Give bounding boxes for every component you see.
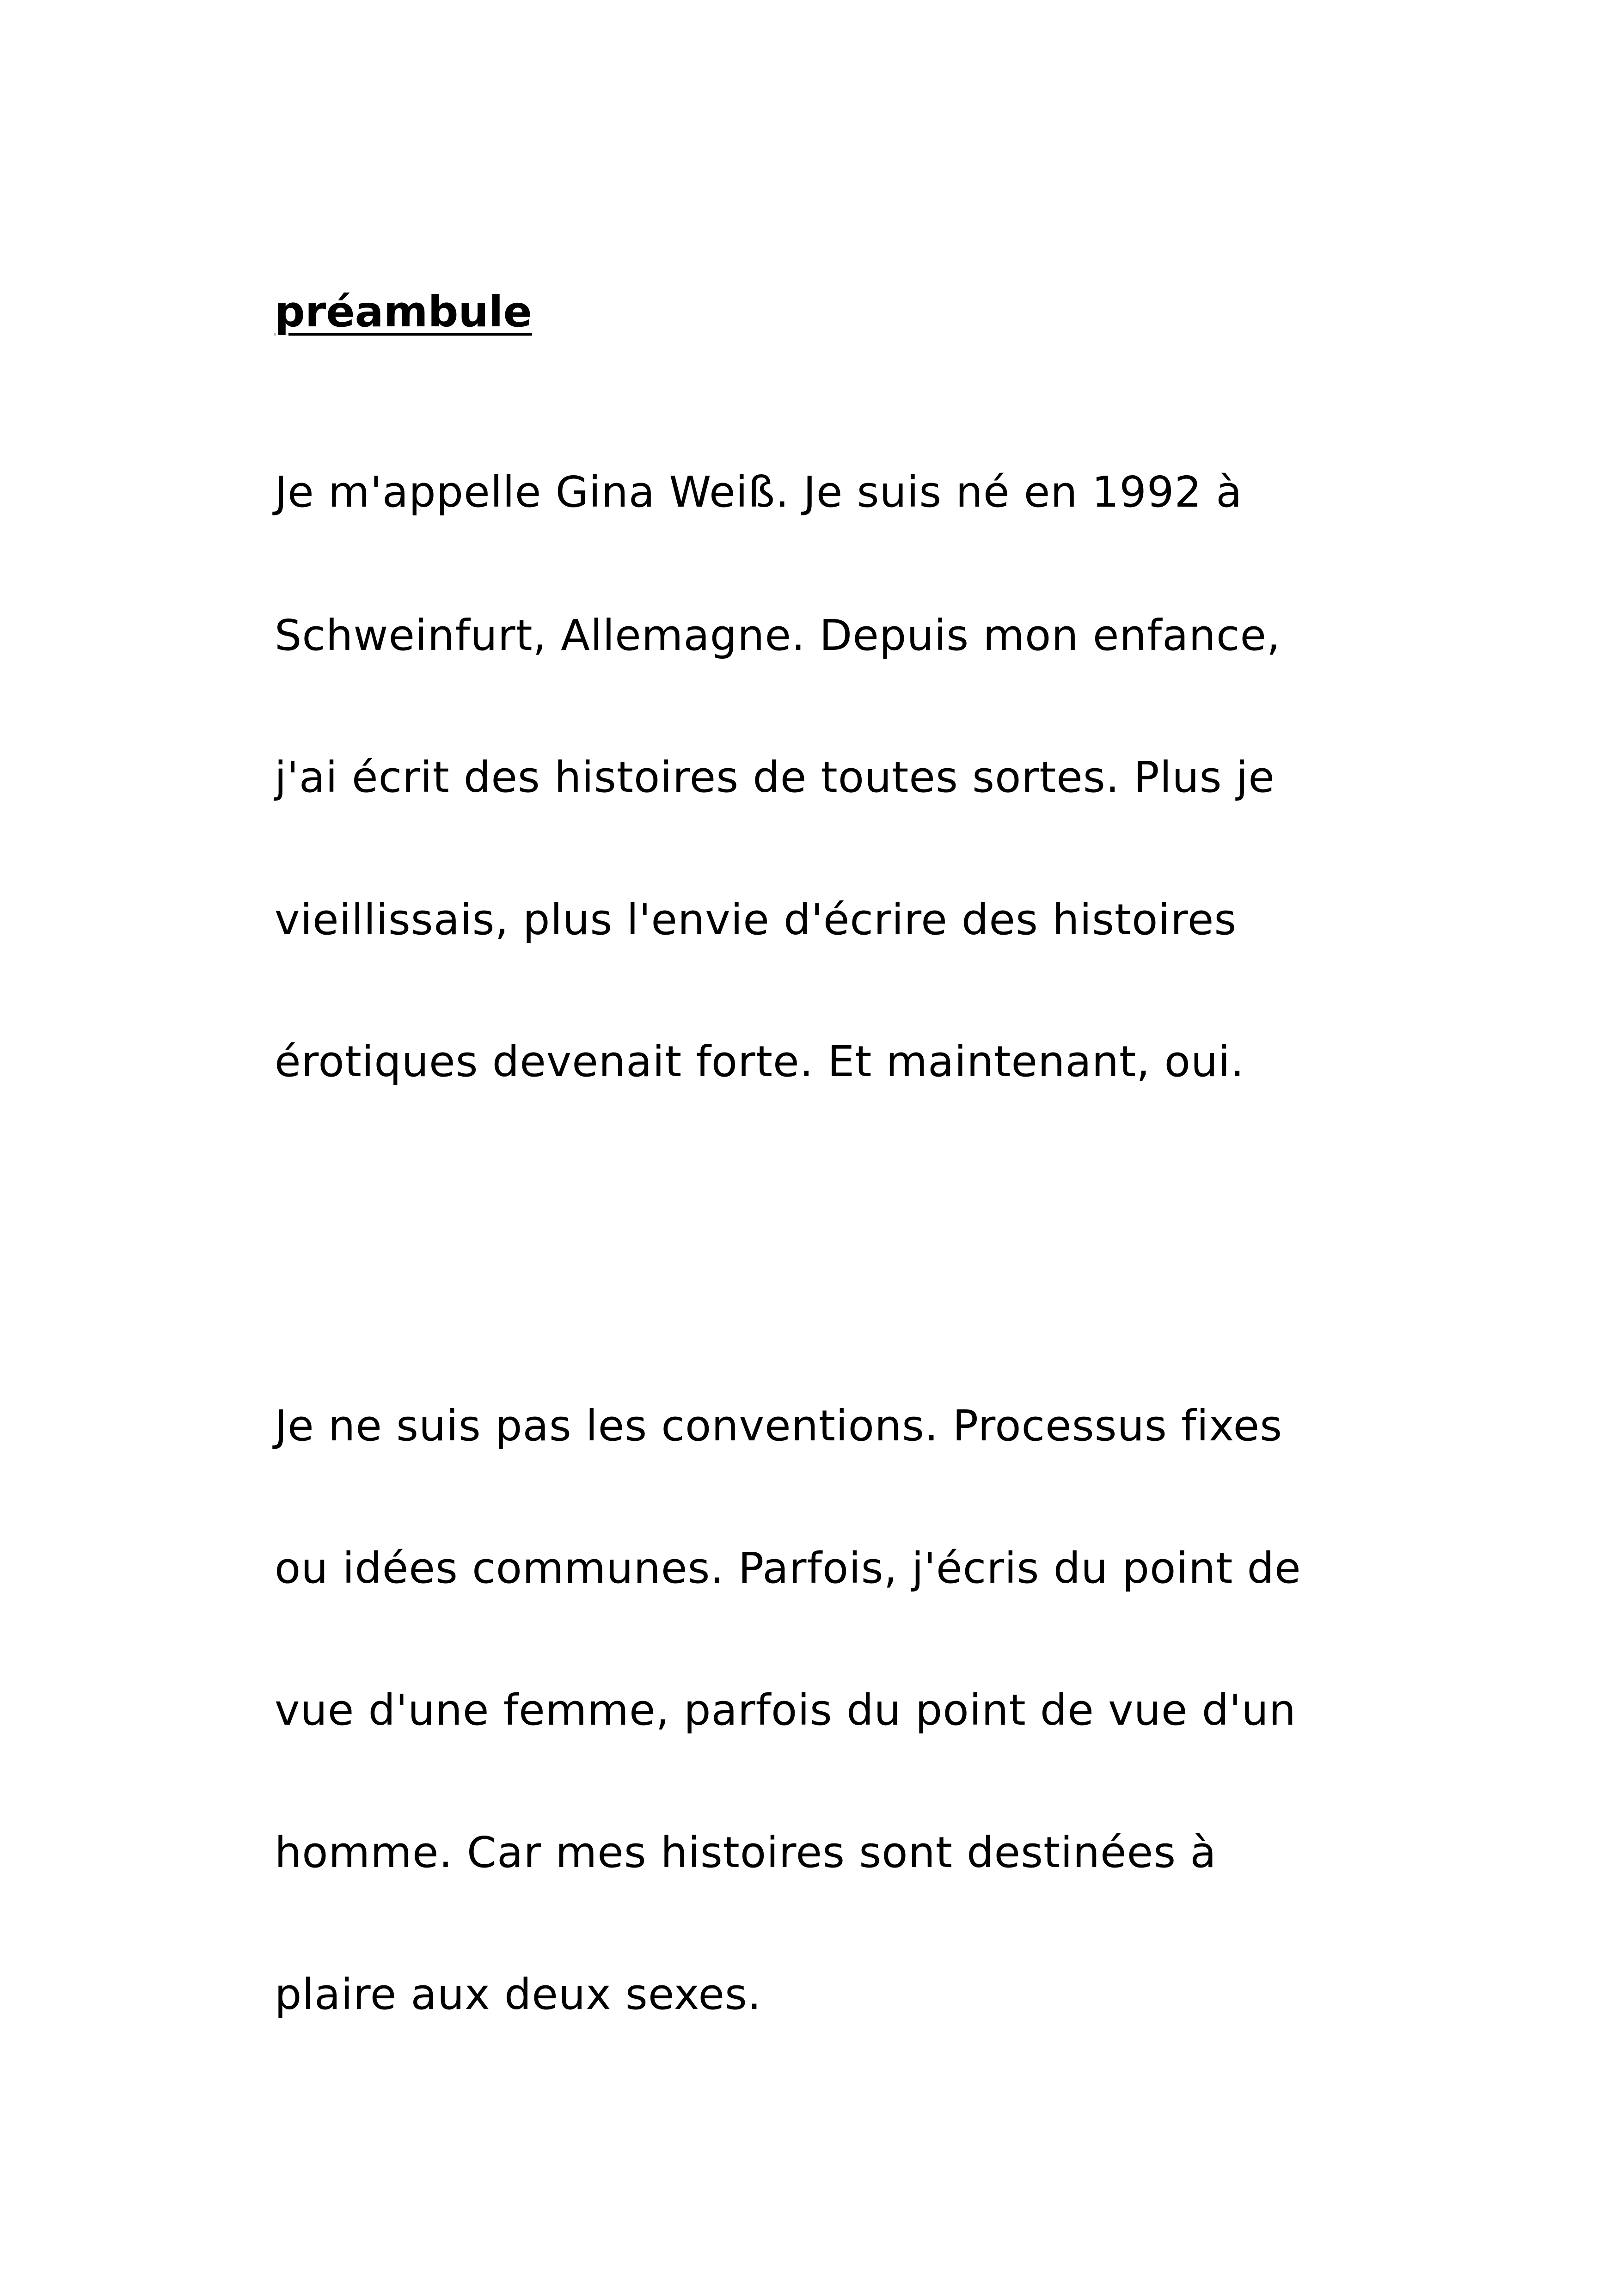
page-heading: préambule (275, 287, 532, 337)
paragraph-line: érotiques devenait forte. Et maintenant, oui. (275, 1037, 1245, 1086)
paragraph-line: j'ai écrit des histoires de toutes sortes. Plus je (275, 753, 1275, 802)
paragraph-line: Je ne suis pas les conventions. Processus fixes (275, 1401, 1283, 1451)
paragraph-line: homme. Car mes histoires sont destinées à (275, 1828, 1217, 1877)
paragraph-line: vue d'une femme, parfois du point de vue d'un (275, 1685, 1297, 1735)
paragraph-line: ou idées communes. Parfois, j'écris du point de (275, 1543, 1301, 1593)
paragraph-line: plaire aux deux sexes. (275, 1970, 762, 2019)
paragraph-line: vieillissais, plus l'envie d'écrire des histoires (275, 895, 1237, 944)
paragraph-line: Je m'appelle Gina Weiß. Je suis né en 1992 à (275, 467, 1243, 517)
paragraph-line: Schweinfurt, Allemagne. Depuis mon enfance, (275, 611, 1281, 660)
